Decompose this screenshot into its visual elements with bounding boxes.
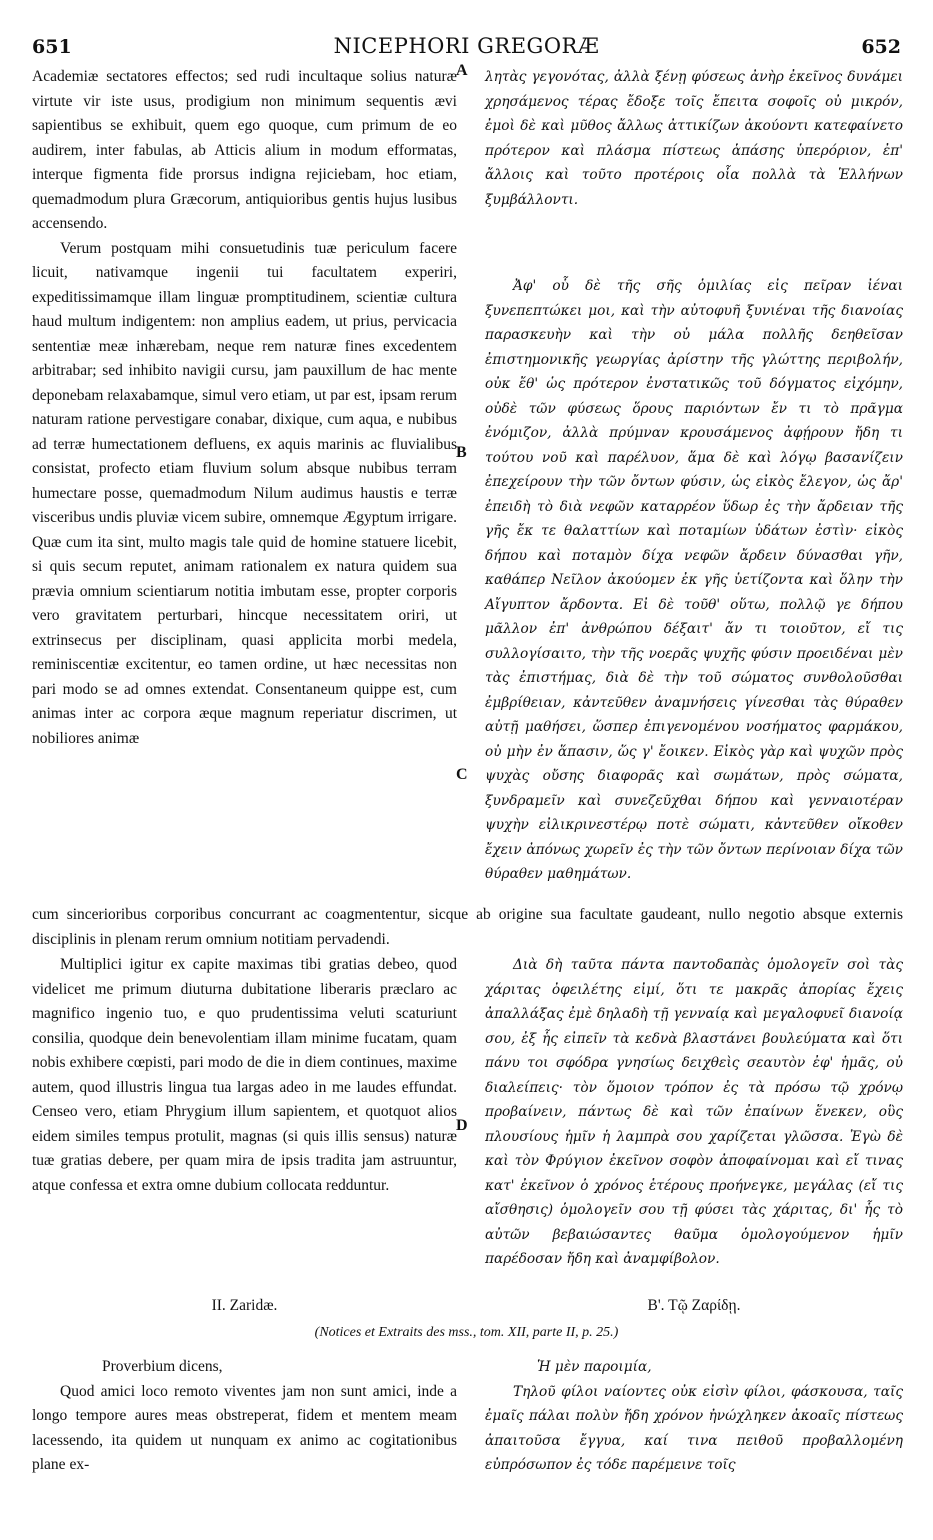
spanning-text: cum sincerioribus corporibus concurrant ac coagmententur, sicque ab origine sua facultate gaudeant, nullo negotio absque externis disciplinis in plenam rerum omnium notitiam pervadendi. xyxy=(32,906,903,948)
greek-paragraph-3: Διὰ δὴ ταῦτα πάντα παντοδαπὰς ὁμολογεῖν σοὶ τὰς χάριτας ὀφειλέτης εἰμί, ὅτι τε μακρᾶς ἀπορίας ἔχεις ἀπαλλάξας ἐμὲ δηλαδὴ τῇ γενναίᾳ καὶ μεγαλοφυεῖ διανοίᾳ σου, ἐξ ἧς εἰπεῖν τὰ κεδνὰ βλαστάνει βουλεύματα καὶ ὅτι πάνυ τοι σφόδρα γνησίως δειχθεὶς σεαυτὸν ἐφ' ἡμᾶς, οὐ διαλείπεις· τὸν ὅμοιον τρόπον ἐς τὰ πρόσω τῷ χρόνῳ προβαίνειν, πάντως δὲ καὶ τῶν ἐπαίνων ἕνεκεν, οὓς πλουσίους ἡμῖν ἡ λαμπρὰ σου χαρίζεται γλῶσσα. Ἐγὼ δὲ καὶ τὸν Φρύγιον ἐκεῖνον σοφὸν ἀποφαίνομαι καὶ εἴ τινας κατ' ἐκεῖνον ὁ χρόνος ἑτέρους προήνεγκε, μεγάλας (εἴ τις αἴσθησις) ὁμολογεῖν σου τῇ φύσει τὰς χάριτας, δι' ἧς τὸ αὐτῶν βεβαιώσαντες θαῦμα ὁμολογούμενον ἡμῖν παρέδοσαν ἤδη καὶ ἀναμφίβολον. xyxy=(485,957,903,1267)
greek-section2-text: Τηλοῦ φίλοι ναίοντες οὐκ εἰσὶν φίλοι, φάσκουσα, ταῖς ἐμαῖς πάλαι πολὺν ἤδη χρόνον ἠνώχληκεν ἀκοαῖς πίστεως ἀπαιτοῦσα ἔγγυα, καί τινα πειθοῦ προβαλλομένη εὐπρόσωπον ἐς τόδε παρέμεινε τοῖς xyxy=(485,1383,903,1473)
latin-section-title: II. Zaridæ. xyxy=(211,1297,278,1314)
latin-paragraph-1: Academiæ sectatores effectos; sed rudi incultaque solius naturæ virtute vir iste usus, prodigium non minimum sequentis ævi sapientibus se exhibuit, quem ego quoque, cum primum de eo audirem, inter fabulas, ab Atticis alium in modum efformatas, interque figmenta fide prorsus indigna rejiciebam, hoc etiam, quemadmodum plura Græcorum, antiquioribus gentis hujus lusibus accensendo. xyxy=(32,68,457,232)
latin-paragraph-3: Multiplici igitur ex capite maximas tibi gratias debeo, quod videlicet me primum diuturna dubitatione liberaris præclaro ac magnifico ingenio tuo, e quo prudentissima veluti scaturiunt consilia, quodque dein benevolentiam illam minime fucatam, quam nobis exhibere cœpisti, pari modo de die in diem continues, maxime autem, quod illustris lingua tua largas adeo in me laudes effundat. Censeo vero, etiam Phrygium illum sapientem, et quotquot alios eidem similes tempus protulit, magnas (si quis illis sensus) naturæ tuæ gratias debere, per quam mira de ipsis tradita jam astruuntur, atque confessa et extra omne dubium collocata redduntur. xyxy=(32,956,457,1194)
greek-column-section2 xyxy=(485,1355,903,1478)
latin-paragraph-2: Verum postquam mihi consuetudinis tuæ periculum facere licuit, nativamque ingenii tui facultatem experiri, expeditissimamque illam linguæ promptitudinem, scientiæ cultura haud multum indigentem: non amplius eadem, ut prius, pervicacia sententiæ meæ inhærebam, neque rem naturæ fines excedentem arbitrabar; sed inhibito navigii cursu, jam pauxillum de hac mente deponebam relaxabamque, simul vero etiam, ut par est, ipsam rerum naturam ratione pervestigare conabar, dixique, cum aqua, e nubibus ad terræ humectationem defluens, ex aquis marinis ac fluvialibus consistat, profecto etiam fluvium solum absque nubibus terram humectare posse, quemadmodum Nilum audimus haustis e terræ visceribus undis pluviæ vicem subire, omnemque Ægyptum irrigare. Quæ cum ita sint, multo magis tale quid de homine statuere licebit, si quis secum reputet, animam rationalem ex natura quidem sua prævia omnium scientiarum notitia imbutam esse, propter corporis vero gravitatem perturbari, hincque necessitatem oriri, ut extrinsecus per disciplinam, quasi applicita morbi medela, reminiscentiæ excitentur, eo tamen ordine, ut hæc necessitas non pari modo se ad omnes extendat. Consentaneum quippe est, cum animas inter ac corpora æque magnum reperiatur discrimen, ut nobiliores animæ xyxy=(32,239,457,747)
page-number-left: 651 xyxy=(32,36,72,58)
greek-paragraph-2: Ἀφ' οὗ δὲ τῆς σῆς ὁμιλίας εἰς πεῖραν ἰέναι ξυνεπεπτώκει μοι, καὶ τὴν αὐτοφυῆ ξυνιέναι τῆς διανοίας παρασκευὴν καὶ τὴν οὐ μάλα πολλῆς δεηθεῖσαν ἐπιστημονικῆς γεωργίας ἀρίστην τῆς γλώττης περιβολήν, οὐκ ἔθ' ὡς πρότερον ἐνστατικῶς τοῦ δόγματος εἰχόμην, οὐδὲ τῶν φύσεως ὅρους παριόντων ἔν τι τὸ πρᾶγμα ἐνόμιζον, ἀλλὰ πρύμναν κρουσάμενος ἀφῄρουν ἤδη τι τούτου νοῦ καὶ παρέλυον, ἅμα δὲ καὶ λόγῳ βασανίζειν ἐπεχείρουν τὴν τῶν ὄντων φύσιν, ὡς εἰκὸς ἔλεγον, ὡς ἄρ' ἐπειδὴ τὸ διὰ νεφῶν καταρρέον ὕδωρ ἐς τὴν ἄρδειαν τῆς γῆς ἔκ τε θαλαττίων καὶ ποταμίων ὑδάτων ἐστὶν· εἰκὸς δήπου καὶ ποταμὸν δίχα νεφῶν ἄρδειν δύνασθαι γῆν, καθάπερ Νεῖλον ἀκούομεν ἐκ γῆς ὑετίζοντα καὶ ὅλην τὴν Αἴγυπτον ἄρδοντα. Εἰ δὲ τοῦθ' οὕτω, πολλῷ γε δήπου μᾶλλον ἐπ' ἀνθρώπου δέξαιτ' ἄν τι τοιοῦτον, εἴ τις συλλογίσαιτο, τὴν τῆς νοερᾶς ψυχῆς φύσιν προειδέναι μὲν τὰς ἐπιστήμας, διὰ δὲ τὴν τοῦ σώματος συνθολοῦσθαι ἐμβρίθειαν, κἀντεῦθεν ἀναμνήσεις γίνεσθαι τὰς θύραθεν αὐτῇ μαθήσει, ὥσπερ ἐπιγενομένου νοσήματος φαρμάκου, οὐ μὴν ἐν ἅπασιν, ὥς γ' ἔοικεν. Εἰκὸς γὰρ καὶ ψυχῶν πρὸς ψυχὰς οὔσης διαφορᾶς καὶ σωμάτων, πρὸς σώματα, ξυνδραμεῖν καὶ συνεζεῦχθαι δήπου καὶ γενναιοτέραν ψυχὴν εἰλικρινεστέρῳ ποτὲ σώματι, κἀντεῦθεν οἴκοθεν ἔχειν ἀπόνως χωρεῖν ἐς τὴν τῶν ὄντων περίνοιαν δίχα τῶν θύραθεν μαθημάτων. xyxy=(485,278,903,882)
source-citation: (Notices et Extraits des mss., tom. XII, parte II, p. 25.) xyxy=(314,1325,619,1340)
latin-section2-subheading: Proverbium dicens, xyxy=(102,1358,223,1375)
greek-column-lower xyxy=(485,953,903,1272)
latin-column-lower xyxy=(32,953,457,1198)
marker-a: A xyxy=(456,62,468,79)
latin-column-section2 xyxy=(32,1355,457,1478)
greek-column-upper xyxy=(485,65,903,887)
greek-section2-subheading: Ἡ μὲν παροιμία, xyxy=(537,1359,652,1375)
marker-c: C xyxy=(456,766,468,783)
running-title: NICEPHORI GREGORÆ xyxy=(333,34,600,58)
greek-paragraph-1: λητὰς γεγονότας, ἀλλὰ ξένῃ φύσεως ἀνὴρ ἐκεῖνος δυνάμει χρησάμενος τέρας ἔδοξε τοῖς ἔπειτα σοφοῖς οὐ μικρόν, ἐμοὶ δὲ καὶ μῦθος ἄλλως ἀττικίζων ἀκούοντι κατεφαίνετο πρότερον καὶ πλάσμα πίστεως ἁπάσης ὑπερόριον, ἐπ' ἄλλοις καὶ τοῦτο προτέροις οἷα πολλὰ τὰ Ἑλλήνων ξυμβάλλοντι. xyxy=(485,69,903,208)
page-header xyxy=(0,32,933,62)
latin-section2-text: Quod amici loco remoto viventes jam non sunt amici, inde a longo tempore aures meas obstreperat, fidem et mentem meam lacessendo, ita quidem ut nunquam ex animo ac cogitationibus plane ex- xyxy=(32,1382,457,1473)
latin-column-upper xyxy=(32,65,457,751)
greek-section-title: Β'. Τῷ Ζαρίδῃ. xyxy=(647,1297,741,1314)
marker-b: B xyxy=(456,444,467,461)
marker-d: D xyxy=(456,1117,468,1134)
page-number-right: 652 xyxy=(861,36,901,58)
